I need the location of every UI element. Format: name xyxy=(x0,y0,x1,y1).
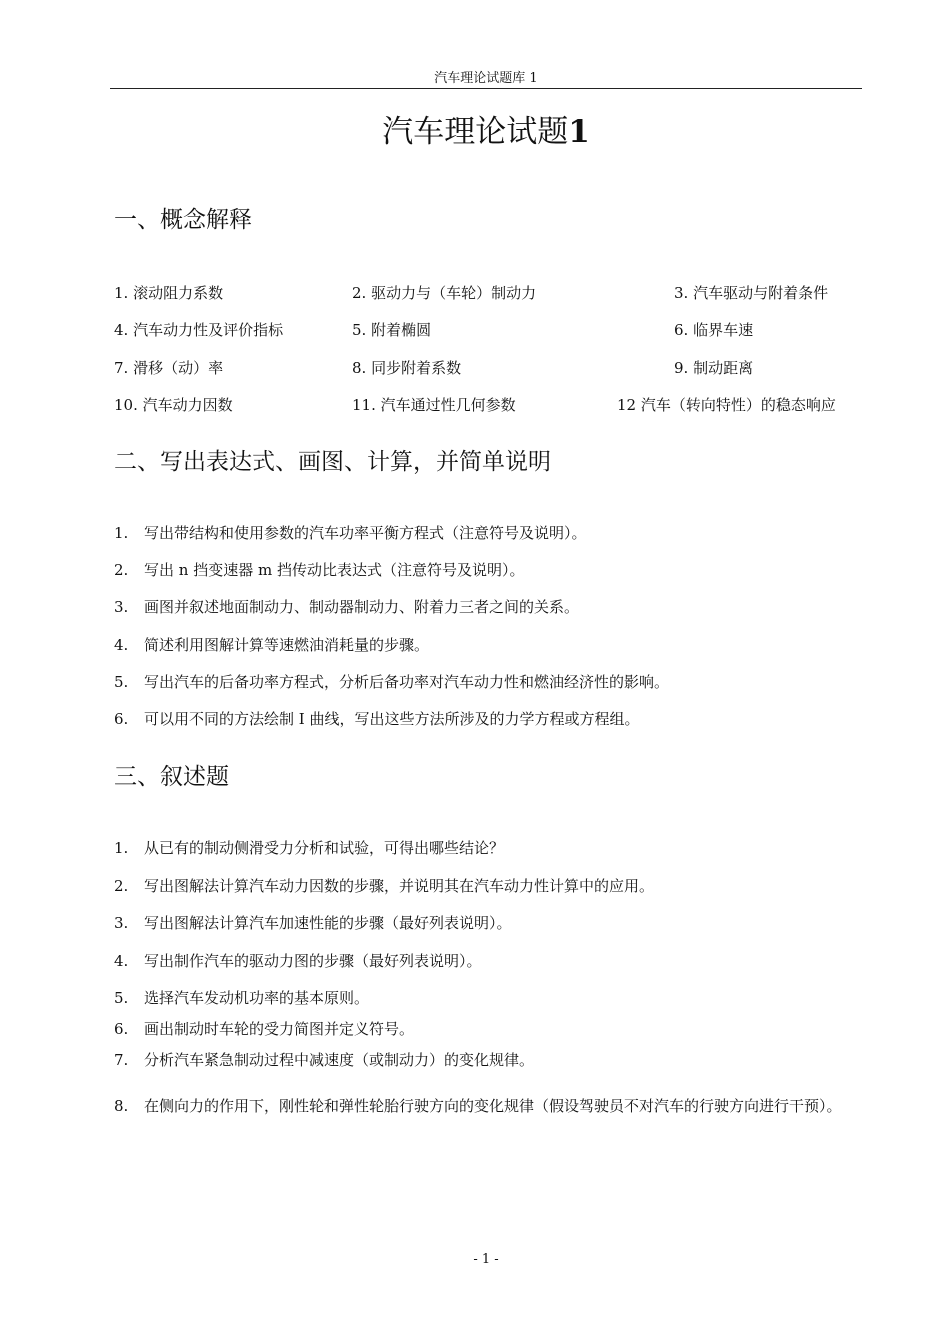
list-item xyxy=(114,872,864,910)
concept-item: 2. 驱动力与（车轮）制动力 xyxy=(352,284,537,302)
item-number: 3. xyxy=(114,598,129,617)
item-number: 2. xyxy=(114,876,129,895)
item-text: 写出图解法计算汽车动力因数的步骤，并说明其在汽车动力性计算中的应用。 xyxy=(144,876,655,895)
section-heading-concepts: 一、概念解释 xyxy=(114,207,252,233)
concept-row xyxy=(114,279,874,316)
page-title xyxy=(110,110,862,154)
item-number: 1. xyxy=(114,839,129,857)
concept-item: 9. 制动距离 xyxy=(674,358,754,377)
item-text: 写出带结构和使用参数的汽车功率平衡方程式（注意符号及说明）。 xyxy=(144,524,587,542)
list-item xyxy=(114,556,864,593)
item-number: 6. xyxy=(114,709,129,728)
item-number: 8. xyxy=(114,1096,129,1115)
concept-item: 11. 汽车通过性几何参数 xyxy=(352,395,516,414)
item-text: 写出制作汽车的驱动力图的步骤（最好列表说明）。 xyxy=(144,951,482,970)
concept-row xyxy=(114,391,874,428)
title-number: 1 xyxy=(568,114,590,150)
item-number: 3. xyxy=(114,914,129,932)
concept-item: 6. 临界车速 xyxy=(674,321,754,340)
list-item xyxy=(114,1084,864,1125)
concept-item: 12 汽车（转向特性）的稳态响应 xyxy=(617,395,836,414)
list-item xyxy=(114,984,864,1015)
list-item xyxy=(114,834,864,872)
page-number: - 1 - xyxy=(473,1252,499,1267)
item-text: 写出汽车的后备功率方程式，分析后备功率对汽车动力性和燃油经济性的影响。 xyxy=(144,672,670,691)
header-divider xyxy=(110,88,862,89)
section-heading-narrative: 三、叙述题 xyxy=(114,764,229,790)
concept-item: 8. 同步附着系数 xyxy=(352,358,462,377)
list-item xyxy=(114,519,864,556)
item-number: 1. xyxy=(114,524,129,542)
expression-question-list xyxy=(114,519,864,742)
list-item xyxy=(114,631,864,668)
concept-item: 10. 汽车动力因数 xyxy=(114,395,233,414)
item-text: 从已有的制动侧滑受力分析和试验，可得出哪些结论？ xyxy=(144,839,505,857)
item-text: 画图并叙述地面制动力、制动器制动力、附着力三者之间的关系。 xyxy=(144,598,580,617)
item-number: 5. xyxy=(114,989,129,1007)
list-item xyxy=(114,1046,864,1084)
concept-item: 7. 滑移（动）率 xyxy=(114,358,224,377)
list-item xyxy=(114,947,864,985)
concept-grid xyxy=(114,279,874,428)
list-item xyxy=(114,668,864,705)
item-text: 选择汽车发动机功率的基本原则。 xyxy=(144,989,370,1007)
item-text: 简述利用图解计算等速燃油消耗量的步骤。 xyxy=(144,635,430,654)
concept-item: 4. 汽车动力性及评价指标 xyxy=(114,321,284,340)
concept-item: 5. 附着椭圆 xyxy=(352,321,432,340)
item-number: 6. xyxy=(114,1020,129,1038)
title-text: 汽车理论试题 xyxy=(382,114,569,150)
item-text: 画出制动时车轮的受力简图并定义符号。 xyxy=(144,1020,415,1038)
concept-item: 1. 滚动阻力系数 xyxy=(114,284,224,302)
list-item xyxy=(114,1015,864,1046)
section-heading-expressions: 二、写出表达式、画图、计算，并简单说明 xyxy=(114,449,551,475)
item-text: 可以用不同的方法绘制 I 曲线，写出这些方法所涉及的力学方程或方程组。 xyxy=(144,709,640,728)
item-text: 写出图解法计算汽车加速性能的步骤（最好列表说明）。 xyxy=(144,914,512,932)
list-item xyxy=(114,705,864,742)
item-number: 4. xyxy=(114,951,129,970)
narrative-question-list xyxy=(114,834,864,1125)
list-item xyxy=(114,909,864,947)
list-item xyxy=(114,593,864,630)
concept-row xyxy=(114,316,874,353)
item-number: 5. xyxy=(114,672,129,691)
item-number: 2. xyxy=(114,561,129,580)
item-number: 4. xyxy=(114,635,129,654)
running-header: 汽车理论试题库 1 xyxy=(434,71,538,86)
item-number: 7. xyxy=(114,1051,129,1069)
concept-row xyxy=(114,354,874,391)
item-text: 分析汽车紧急制动过程中减速度（或制动力）的变化规律。 xyxy=(144,1051,535,1069)
item-text: 在侧向力的作用下，刚性轮和弹性轮胎行驶方向的变化规律（假设驾驶员不对汽车的行驶方向进行干预）。 xyxy=(144,1096,842,1115)
item-text: 写出 n 挡变速器 m 挡传动比表达式（注意符号及说明）。 xyxy=(144,561,525,580)
concept-item: 3. 汽车驱动与附着条件 xyxy=(674,284,829,302)
